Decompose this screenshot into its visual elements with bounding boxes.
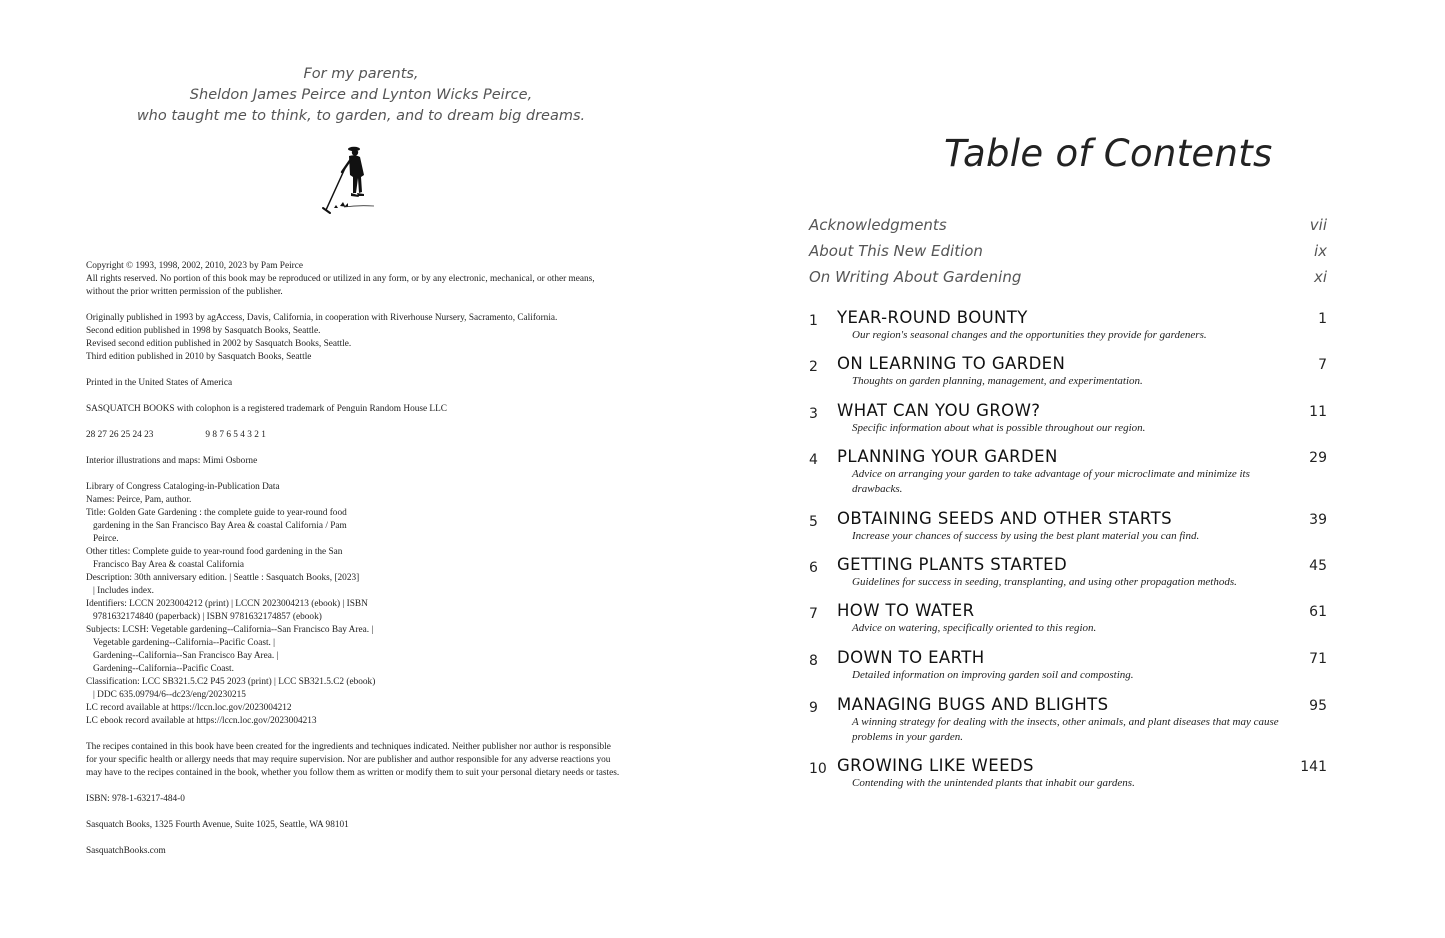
chapter-page: 71 <box>1309 651 1327 667</box>
cip-line: Identifiers: LCCN 2023004212 (print) | LCCN 2023004213 (ebook) | ISBN <box>86 599 368 609</box>
chapter-title: OBTAINING SEEDS AND OTHER STARTS <box>837 509 1172 528</box>
copyright-line: Printed in the United States of America <box>86 378 233 388</box>
chapter-page: 141 <box>1300 759 1327 775</box>
chapter-description: Increase your chances of success by using the best plant material you can find. <box>852 530 1200 542</box>
chapter-number: 9 <box>809 700 818 716</box>
chapter-page: 45 <box>1309 558 1327 574</box>
chapter-number: 6 <box>809 560 818 576</box>
chapter-number: 7 <box>809 606 818 622</box>
chapter-description: Contending with the unintended plants that inhabit our gardens. <box>852 777 1135 789</box>
chapter-description: Advice on watering, specifically oriented to this region. <box>852 622 1097 634</box>
trademark-notice <box>86 403 646 416</box>
chapter-description: A winning strategy for dealing with the insects, other animals, and plant diseases that may cause problems in your garden. <box>852 716 1279 743</box>
isbn <box>86 793 646 806</box>
chapter-title: ON LEARNING TO GARDEN <box>837 354 1066 373</box>
publisher-address <box>86 819 646 832</box>
cip-line: Gardening--California--San Francisco Bay Area. | <box>93 651 279 661</box>
printed-in <box>86 377 646 390</box>
copyright-page <box>0 0 722 938</box>
copyright-line: The recipes contained in this book have been created for the ingredients and techniques indicated. Neither publisher nor author is responsible <box>86 742 611 752</box>
cip-line: Francisco Bay Area & coastal California <box>93 560 245 570</box>
copyright-line: without the prior written permission of the publisher. <box>86 287 283 297</box>
toc-front-matter-item[interactable] <box>809 268 1327 286</box>
illustration-credit <box>86 455 646 468</box>
copyright-line: Revised second edition published in 2002 by Sasquatch Books, Seattle. <box>86 339 352 349</box>
dedication-line: who taught me to think, to garden, and to dream big dreams. <box>136 108 586 124</box>
chapter-page: 1 <box>1318 311 1327 327</box>
toc-front-matter-item[interactable] <box>809 216 1327 234</box>
cip-line: Title: Golden Gate Gardening : the complete guide to year-round food <box>86 508 347 518</box>
chapter-title: MANAGING BUGS AND BLIGHTS <box>837 695 1109 714</box>
chapter-number: 3 <box>809 406 818 422</box>
chapter-description: Specific information about what is possible throughout our region. <box>852 422 1146 434</box>
cip-data <box>86 481 646 728</box>
chapter-title: WHAT CAN YOU GROW? <box>837 401 1041 420</box>
toc-front-matter-item[interactable] <box>809 242 1327 260</box>
chapter-title: YEAR-ROUND BOUNTY <box>837 308 1028 327</box>
chapter-description: Detailed information on improving garden soil and composting. <box>852 669 1134 681</box>
toc-item-label: About This New Edition <box>809 242 983 260</box>
copyright-line: Second edition published in 1998 by Sasquatch Books, Seattle. <box>86 326 321 336</box>
cip-line: Vegetable gardening--California--Pacific Coast. | <box>93 638 276 648</box>
toc-item-page: vii <box>1309 216 1327 234</box>
chapter-number: 2 <box>809 359 818 375</box>
print-year-line: 28 27 26 25 24 23 <box>86 430 154 440</box>
toc-item-page: xi <box>1313 268 1327 286</box>
print-number-line: 9 8 7 6 5 4 3 2 1 <box>205 430 266 440</box>
dedication <box>0 64 722 127</box>
copyright-line: for your specific health or allergy needs that may require supervision. Nor are publisher and author responsible for any adverse reactions you <box>86 755 611 765</box>
copyright-line: Sasquatch Books, 1325 Fourth Avenue, Suite 1025, Seattle, WA 98101 <box>86 820 349 830</box>
copyright-line: Copyright © 1993, 1998, 2002, 2010, 2023 by Pam Peirce <box>86 261 304 271</box>
cip-line: gardening in the San Francisco Bay Area & coastal California / Pam <box>93 521 347 531</box>
recipe-disclaimer <box>86 741 646 780</box>
chapter-number: 8 <box>809 653 818 669</box>
cip-line: LC ebook record available at https://lccn.loc.gov/2023004213 <box>86 716 317 726</box>
cip-line: | DDC 635.09794/6--dc23/eng/20230215 <box>93 690 246 700</box>
chapter-page: 11 <box>1309 404 1327 420</box>
cip-line: Library of Congress Cataloging-in-Publication Data <box>86 482 280 492</box>
copyright-block <box>86 260 646 299</box>
chapter-title: GROWING LIKE WEEDS <box>837 756 1034 775</box>
copyright-line: Interior illustrations and maps: Mimi Osborne <box>86 456 258 466</box>
chapter-description: Thoughts on garden planning, management, and experimentation. <box>852 375 1143 387</box>
publisher-website <box>86 845 646 858</box>
cip-line: LC record available at https://lccn.loc.gov/2023004212 <box>86 703 292 713</box>
chapter-number: 1 <box>809 313 818 329</box>
cip-line: Peirce. <box>93 534 119 544</box>
toc-item-label: On Writing About Gardening <box>809 268 1022 286</box>
dedication-line: Sheldon James Peirce and Lynton Wicks Peirce, <box>189 87 533 103</box>
table-of-contents-page <box>722 0 1445 938</box>
chapter-page: 7 <box>1318 357 1327 373</box>
gardener-hoeing-illustration <box>318 142 380 216</box>
cip-line: Description: 30th anniversary edition. | Seattle : Sasquatch Books, [2023] <box>86 573 360 583</box>
copyright-notice <box>86 260 646 871</box>
copyright-line: SASQUATCH BOOKS with colophon is a registered trademark of Penguin Random House LLC <box>86 404 447 414</box>
copyright-line: ISBN: 978-1-63217-484-0 <box>86 794 185 804</box>
chapter-title: GETTING PLANTS STARTED <box>837 555 1068 574</box>
cip-line: | Includes index. <box>93 586 154 596</box>
chapter-number: 4 <box>809 452 818 468</box>
copyright-line: All rights reserved. No portion of this book may be reproduced or utilized in any form, or by any electronic, mechanical, or other means, <box>86 274 595 284</box>
cip-line: Names: Peirce, Pam, author. <box>86 495 192 505</box>
cip-line: Other titles: Complete guide to year-round food gardening in the San <box>86 547 343 557</box>
chapter-page: 39 <box>1309 512 1327 528</box>
cip-line: Gardening--California--Pacific Coast. <box>93 664 234 674</box>
chapter-number: 5 <box>809 514 818 530</box>
dedication-line: For my parents, <box>303 66 419 82</box>
cip-line: Classification: LCC SB321.5.C2 P45 2023 (print) | LCC SB321.5.C2 (ebook) <box>86 677 376 687</box>
chapter-description: Guidelines for success in seeding, transplanting, and using other propagation methods. <box>852 576 1237 588</box>
chapter-number: 10 <box>809 761 827 777</box>
chapter-description: Our region's seasonal changes and the opportunities they provide for gardeners. <box>852 329 1207 341</box>
publication-history <box>86 312 646 364</box>
page-title: Table of Contents <box>944 132 1273 175</box>
print-line <box>86 429 646 442</box>
chapter-page: 29 <box>1309 450 1327 466</box>
copyright-line: SasquatchBooks.com <box>86 846 166 856</box>
toc-item-page: ix <box>1313 242 1327 260</box>
cip-line: Subjects: LCSH: Vegetable gardening--California--San Francisco Bay Area. | <box>86 625 374 635</box>
toc-item-label: Acknowledgments <box>809 216 947 234</box>
chapter-page: 61 <box>1309 604 1327 620</box>
chapter-title: HOW TO WATER <box>837 601 975 620</box>
chapter-title: PLANNING YOUR GARDEN <box>837 447 1058 466</box>
copyright-line: Third edition published in 2010 by Sasquatch Books, Seattle <box>86 352 312 362</box>
copyright-line: Originally published in 1993 by agAccess, Davis, California, in cooperation with Riverhouse Nursery, Sacramento, California. <box>86 313 558 323</box>
cip-line: 9781632174840 (paperback) | ISBN 9781632174857 (ebook) <box>93 612 322 622</box>
chapter-page: 95 <box>1309 698 1327 714</box>
chapter-description: Advice on arranging your garden to take advantage of your microclimate and minimize its drawbacks. <box>852 468 1250 495</box>
chapter-title: DOWN TO EARTH <box>837 648 985 667</box>
copyright-line: may have to the recipes contained in the book, whether you follow them as written or modify them to suit your personal dietary needs or tastes. <box>86 768 620 778</box>
